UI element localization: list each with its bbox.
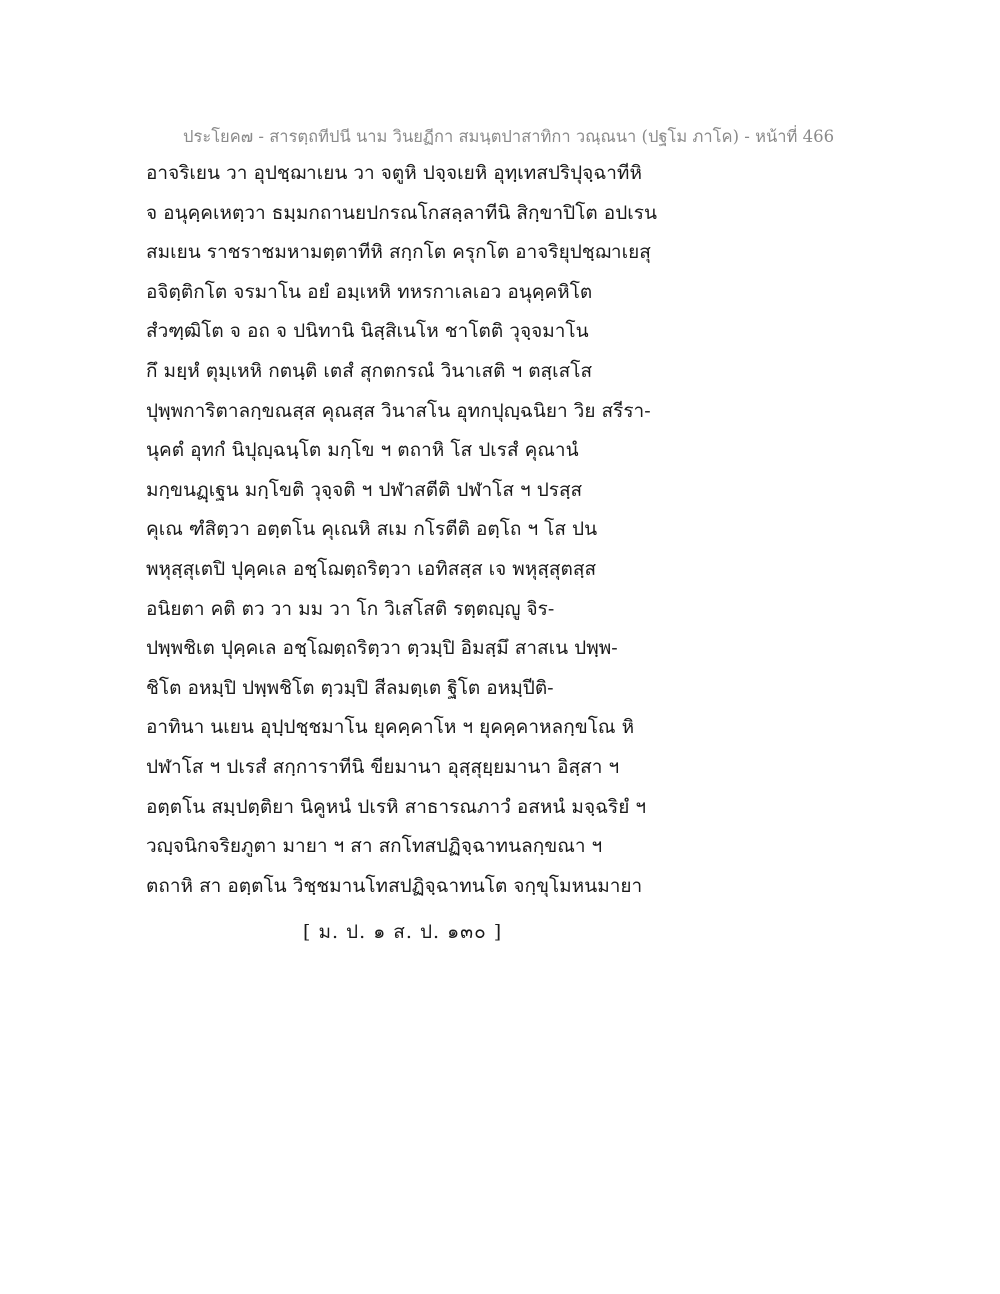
text-line: อจิตฺติกโต จรมาโน อยํ อมฺเหหิ ทหรกาเลเอว อนุคฺคหิโต	[146, 280, 593, 303]
text-line: กึ มยฺหํ ตุมฺเหหิ กตนฺติ เตสํ สุกตกรณํ วินาเสติ ฯ ตสฺเสโส	[146, 359, 593, 382]
text-line: อาจริเยน วา อุปชฺฌาเยน วา จตูหิ ปจฺจเยหิ อุทฺเทสปริปุจฺฉาทีหิ	[146, 162, 642, 184]
text-line: มกฺขนฏฺเฐน มกฺโขติ วุจฺจติ ฯ ปฬาสตีติ ปฬาโส ฯ ปรสฺส	[146, 478, 583, 501]
text-line: อตฺตโน สมฺปตฺติยา นิคูหนํ ปเรหิ สาธารณภาวํ อสหนํ มจฺฉริยํ ฯ	[146, 795, 647, 818]
text-line: อาทินา นเยน อุปฺปชฺชมาโน ยุคคฺคาโห ฯ ยุคคฺคาหลกฺขโณ หิ	[146, 716, 635, 739]
text-line: ปุพฺพการิตาลกฺขณสฺส คุณสฺส วินาสโน อุทกปุญฺฉนิยา วิย สรีรา-	[146, 399, 651, 422]
running-header: ประโยค๗ - สารตฺถทีปนี นาม วินยฏีกา สมนฺตปาสาทิกา วณฺณนา (ปฐโม ภาโค) - หน้าที่ 466	[183, 127, 835, 146]
text-line: วญฺจนิกจริยภูตา มายา ฯ สา สกโทสปฏิจฺฉาทนลกฺขณา ฯ	[146, 835, 603, 858]
text-line: ตถาหิ สา อตฺตโน วิชฺชมานโทสปฏิจฺฉาทนโต จกฺขุโมหนมายา	[146, 874, 643, 897]
body-text	[146, 159, 726, 911]
text-line: สํวฑฺฒิโต จ อถ จ ปนิทานิ นิสฺสิเนโห ชาโตติ วุจฺจมาโน	[146, 320, 589, 343]
text-line: ชิโต อหมฺปิ ปพฺพชิโต ตฺวมฺปิ สีลมตฺเต ฐิโต อหมฺปีติ-	[146, 676, 554, 699]
text-line: จ อนุคฺคเหตฺวา ธมฺมกถานยปกรณโกสลฺลาทีนิ สิกฺขาปิโต อปเรน	[146, 201, 657, 224]
text-line: ปฬาโส ฯ ปเรสํ สกฺการาทีนิ ขียมานา อุสฺสุยฺยมานา อิสฺสา ฯ	[146, 755, 620, 778]
text-line: พหุสฺสุเตปิ ปุคฺคเล อชฺโฌตฺถริตฺวา เอทิสสฺส เจ พหุสฺสุตสฺส	[146, 557, 597, 580]
text-line: นุคตํ อุทกํ นิปุญฺฉนฺโต มกฺโข ฯ ตถาหิ โส ปเรสํ คุณานํ	[146, 439, 579, 462]
text-line: อนิยตา คติ ตว วา มม วา โก วิเสโสติ รตฺตญฺญู จิร-	[146, 597, 555, 620]
text-line: สมเยน ราชราชมหามตฺตาทีหิ สกฺกโต ครุกโต อาจริยุปชฺฌาเยสุ	[146, 241, 651, 264]
text-line: คุเณ ฑํสิตฺวา อตฺตโน คุเณหิ สเม กโรตีติ อตฺโถ ฯ โส ปน	[146, 518, 598, 541]
text-line: ปพฺพชิเต ปุคฺคเล อชฺโฌตฺถริตฺวา ตฺวมฺปิ อิมสฺมึ สาสเน ปพฺพ-	[146, 637, 618, 660]
footnote-reference: [ ม. ป. ๑ ส. ป. ๑๓๐ ]	[303, 921, 503, 943]
